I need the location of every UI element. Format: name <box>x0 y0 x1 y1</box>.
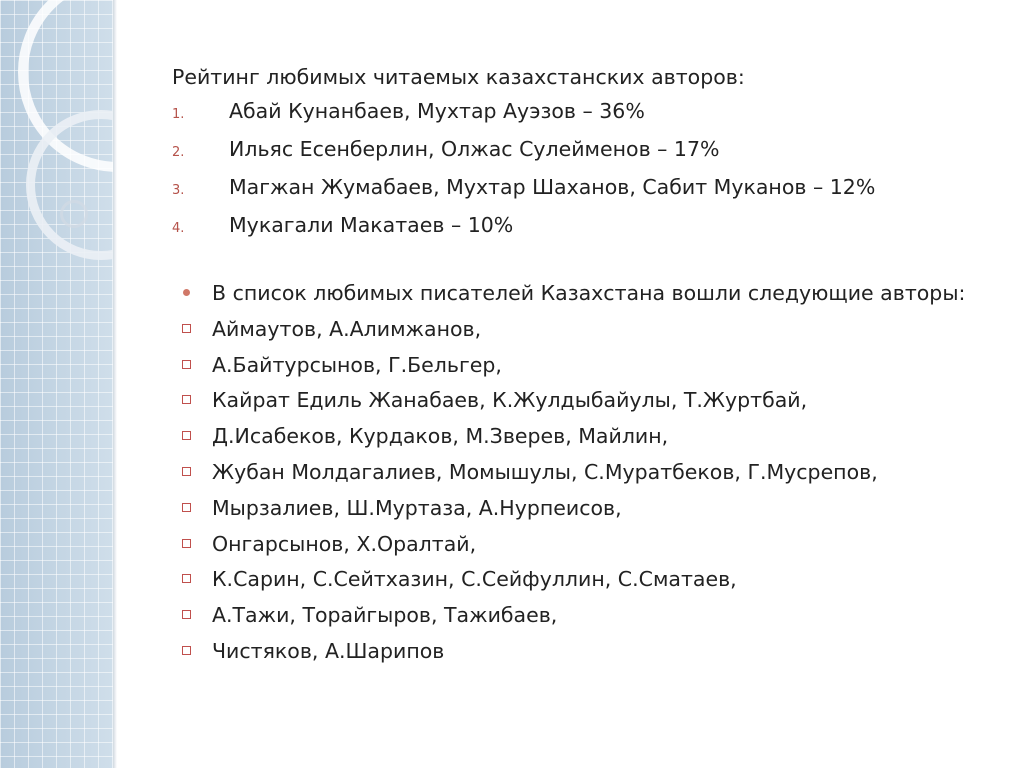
author-item <box>180 638 992 664</box>
ranking-text: Мукагали Макатаев – 10% <box>229 213 514 237</box>
author-item <box>180 531 992 557</box>
ranking-text: Магжан Жумабаев, Мухтар Шаханов, Сабит Муканов – 12% <box>229 175 876 199</box>
checkbox-bullet-icon <box>180 387 212 413</box>
author-item <box>180 459 992 485</box>
checkbox-bullet-icon <box>180 602 212 628</box>
checkbox-bullet-icon <box>180 423 212 449</box>
ranking-text: Ильяс Есенберлин, Олжас Сулейменов – 17% <box>229 137 720 161</box>
author-text: Жубан Молдагалиев, Момышулы, С.Муратбеков, Г.Мусрепов, <box>212 459 878 484</box>
checkbox-bullet-icon <box>180 566 212 592</box>
author-text: Д.Исабеков, Курдаков, М.Зверев, Майлин, <box>212 424 669 449</box>
checkbox-bullet-icon <box>180 638 212 664</box>
intro-bullet <box>180 280 992 306</box>
author-item <box>180 316 992 342</box>
ranking-number: 4. <box>172 221 185 236</box>
ranking-item <box>172 132 992 170</box>
author-text: Онгарсынов, Х.Оралтай, <box>212 531 477 556</box>
ranking-number: 1. <box>172 107 185 122</box>
author-text: Чистяков, А.Шарипов <box>212 638 445 663</box>
author-item <box>180 566 992 592</box>
intro-text: В список любимых писателей Казахстана вошли следующие авторы: <box>212 281 966 305</box>
author-item <box>180 352 992 378</box>
author-text: Аймаутов, А.Алимжанов, <box>212 316 482 341</box>
author-text: А.Тажи, Торайгыров, Тажибаев, <box>212 603 558 628</box>
spacer <box>172 246 992 280</box>
checkbox-bullet-icon <box>180 352 212 378</box>
ranking-heading: Рейтинг любимых читаемых казахстанских авторов: <box>172 65 745 89</box>
author-item <box>180 495 992 521</box>
ranking-number: 2. <box>172 145 185 160</box>
author-item <box>180 602 992 628</box>
author-text: К.Сарин, С.Сейтхазин, С.Сейфуллин, С.Сматаев, <box>212 567 737 592</box>
panel-edge-shadow <box>113 0 117 768</box>
decorative-ring <box>60 200 88 228</box>
checkbox-bullet-icon <box>180 531 212 557</box>
authors-list <box>180 280 992 664</box>
bullet-dot-icon <box>180 280 212 306</box>
author-text: Кайрат Едиль Жанабаев, К.Жулдыбайулы, Т.Журтбай, <box>212 388 808 413</box>
ranking-item <box>172 208 992 246</box>
ranking-list <box>172 94 992 246</box>
author-item <box>180 387 992 413</box>
checkbox-bullet-icon <box>180 459 212 485</box>
author-item <box>180 423 992 449</box>
author-text: Мырзалиев, Ш.Муртаза, А.Нурпеисов, <box>212 495 622 520</box>
ranking-text: Абай Кунанбаев, Мухтар Ауэзов – 36% <box>229 99 645 123</box>
ranking-item <box>172 170 992 208</box>
ranking-number: 3. <box>172 183 185 198</box>
slide-content <box>172 60 992 674</box>
checkbox-bullet-icon <box>180 495 212 521</box>
decorative-side-panel <box>0 0 113 768</box>
author-text: А.Байтурсынов, Г.Бельгер, <box>212 352 502 377</box>
checkbox-bullet-icon <box>180 316 212 342</box>
ranking-item <box>172 94 992 132</box>
